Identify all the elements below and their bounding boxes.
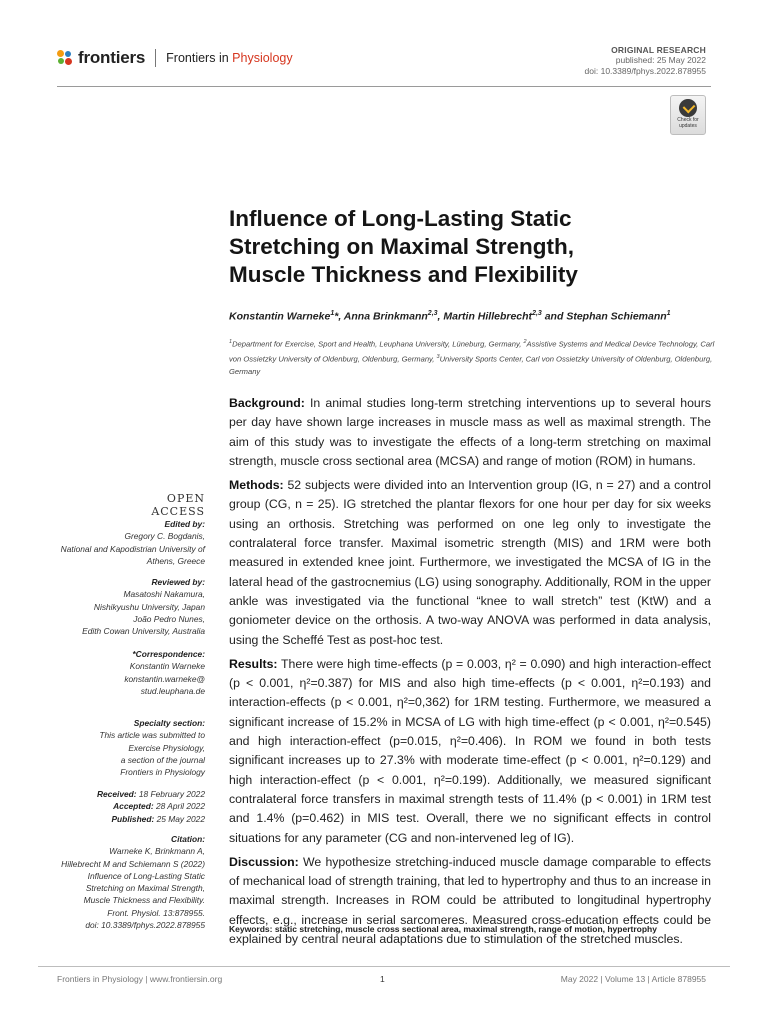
abstract-background: Background: In animal studies long-term stretching interventions up to several hours per day have shown large increases in muscle mass as well as maximal strength. The aim of this study was to investigate the effects of a long-term stretching on maximal strength, muscle cross sectional area (MCSA) and range of motion (ROM) in humans.: [229, 396, 711, 468]
author[interactable]: Anna Brinkmann: [343, 310, 428, 323]
article-title: Influence of Long-Lasting Static Stretching on Maximal Strength, Muscle Thickness and Flexibility: [229, 206, 578, 287]
footer-journal-link[interactable]: Frontiers in Physiology | www.frontiersin.org: [57, 974, 223, 984]
check-updates-icon: [679, 99, 697, 117]
article-type: ORIGINAL RESEARCH: [611, 45, 706, 55]
citation: Citation: Warneke K, Brinkmann A, Hillebrecht M and Schiemann S (2022) Influence of Long-Lasting Static Stretching on Maximal Strength, Muscle Thickness and Flexibility. Front. Physiol. 13:878955. doi: 10.3389/fphys.2022.878955: [44, 833, 205, 931]
logo-divider: [155, 49, 156, 67]
affiliations: $^1$Department for Exercise, Sport and Health, Leuphana University, Lüneburg, Germany, $^2$Assistive Systems and Medical Device Technology, Carl von Ossietzky University of Oldenburg, Oldenburg, Germany, $^3$University Sports Center, Carl von Ossietzky University of Oldenburg, Oldenburg, Germany: [229, 339, 715, 377]
footer-issue-info: May 2022 | Volume 13 | Article 878955: [560, 974, 706, 984]
doi-link[interactable]: doi: 10.3389/fphys.2022.878955: [584, 66, 706, 76]
correspondence-email[interactable]: stud.leuphana.de: [140, 685, 205, 696]
check-updates-label: Check for updates: [677, 117, 699, 129]
abstract-discussion: Discussion: We hypothesize stretching-induced muscle damage comparable to effects of mechanical load of strength training, that led to hypertrophy and thus to an increase in maximal strength. Increases in ROM could be attributed to longitudinal hypertrophy effects, e.g., increase in serial sarcomeres. Measured cross-education effects could be explained by central neural adaptations due to stimulation of the stretched muscles.: [229, 854, 711, 947]
abstract-methods: Methods: 52 subjects were divided into an Intervention group (IG, n = 27) and a control group (CG, n = 25). IG stretched the plantar flexors for one hour per day for six weeks using an orthosis. Stretching was performed on one leg only to investigate the contralateral force transfer. Maximal isometric strength (MIS) and 1RM were both measured in extended knee joint. Furthermore, we investigated the MCSA of IG in the lateral head of the gastrocnemius (LG) using sonography. Additionally, ROM in the upper ankle was investigated via the functional “knee to wall stretch” test (KtW) and a goniometer device on the orthosis. A two-way ANOVA was performed in data analysis, using the Scheffé Test as post-hoc test.: [229, 478, 711, 647]
journal-name: Frontiers in Physiology: [166, 51, 293, 65]
citation-doi[interactable]: doi: 10.3389/fphys.2022.878955: [85, 920, 205, 931]
dates: Received: 18 February 2022 Accepted: 28 April 2022 Published: 25 May 2022: [96, 789, 205, 824]
frontiers-logo-icon: [57, 50, 73, 66]
author[interactable]: Martin Hillebrecht: [443, 310, 533, 323]
brand-name: frontiers: [78, 48, 146, 67]
check-for-updates-button[interactable]: [670, 95, 706, 135]
abstract: [229, 394, 711, 954]
edited-by: Edited by: Gregory C. Bogdanis, National and Kapodistrian University of Athens, Greece: [60, 519, 205, 566]
open-access-label: OPEN ACCESS: [151, 492, 205, 518]
specialty-section: Specialty section: This article was submitted to Exercise Physiology, a section of the journal Frontiers in Physiology: [99, 718, 205, 778]
correspondence: *Correspondence: Konstantin Warneke konstantin.warneke@ stud.leuphana.de: [44, 648, 205, 697]
keywords: Keywords: static stretching, muscle cross sectional area, maximal strength, range of motion, hypertrophy: [229, 924, 657, 934]
abstract-results: Results: There were high time-effects (p = 0.003, η² = 0.090) and high interaction-effect (p < 0.001, η²=0.387) for MIS and also high time-effects (p < 0.001, η²=0.193) and interaction-effects (p < 0.001, η²=0,362) for 1RM testing. Furthermore, we measured a significant increase of 15.2% in MCSA of LG with high time-effect (p < 0.001, η²=0.545) and high interaction-effect (p=0.015, η²=0.406). In ROM we found in both tests significant increases up to 27.3% with moderate time-effect (p < 0.001, η²=0.129) and high interaction-effect (p < 0.001, η²=0.199). Additionally, we measured significant contralateral force transfers in maximal strength tests of 11.4% (p < 0.001) in 1RM test and 1.4% (p=0.462) in MIS test. Overall, there we no significant effects in control situations for any parameter (CG and non-intervened leg of IG).: [229, 656, 711, 845]
author[interactable]: Stephan Schiemann: [566, 310, 667, 323]
footer-rule: [38, 966, 730, 967]
header-rule: [57, 86, 711, 87]
published-date: published: 25 May 2022: [615, 55, 706, 65]
frontiers-logo[interactable]: [57, 46, 293, 70]
author[interactable]: Konstantin Warneke: [229, 310, 331, 323]
article-meta: [585, 45, 706, 77]
author-list: Konstantin Warneke$^1$*, Anna Brinkmann$^{2,3}$, Martin Hillebrecht$^{2,3}$ and Stephan Schiemann$^1$: [229, 310, 671, 323]
page-number: 1: [380, 974, 385, 984]
reviewed-by: Reviewed by: Masatoshi Nakamura, Nishikyushu University, Japan João Pedro Nunes, Edith Cowan University, Australia: [82, 577, 205, 637]
correspondence-email[interactable]: konstantin.warneke@: [124, 673, 205, 684]
